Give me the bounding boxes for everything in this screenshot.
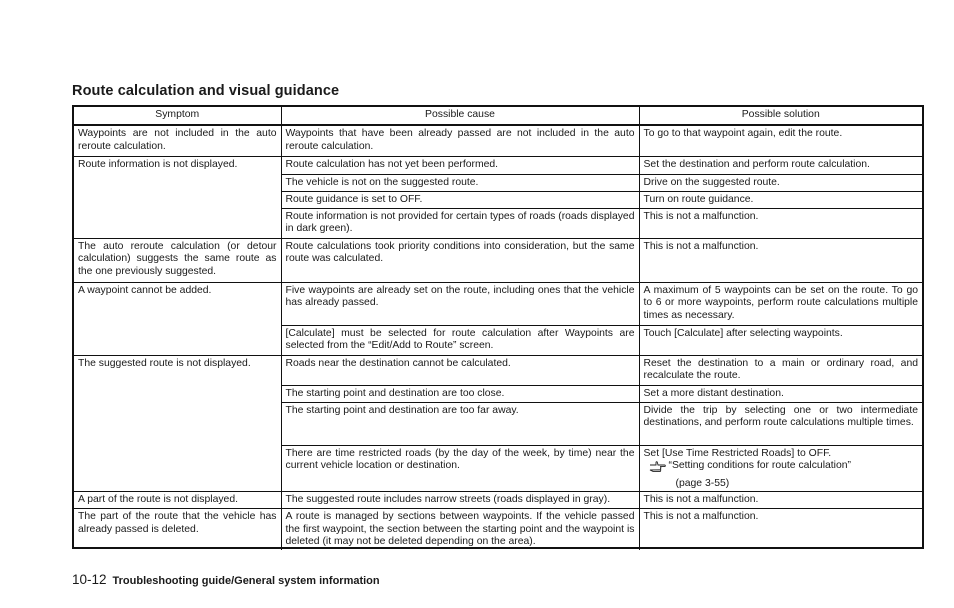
symptom-cell: The suggested route is not displayed. <box>74 355 281 492</box>
solution-cell: Divide the trip by selecting one or two intermediate destinations, and perform route calculations multiple times. <box>639 402 922 445</box>
cause-cell: The vehicle is not on the suggested route. <box>281 174 639 191</box>
reference-page: (page 3-55) <box>675 477 730 489</box>
cause-cell: Roads near the destination cannot be calculated. <box>281 355 639 385</box>
solution-cell: Turn on route guidance. <box>639 191 922 208</box>
symptom-cell: A part of the route is not displayed. <box>74 492 281 509</box>
table-header-row <box>74 107 922 125</box>
solution-cell: Touch [Calculate] after selecting waypoints. <box>639 325 922 355</box>
footer-chapter-title: Troubleshooting guide/General system information <box>112 575 380 587</box>
symptom-cell: The auto reroute calculation (or detour calculation) suggests the same route as the one previously suggested. <box>74 238 281 282</box>
route-guidance-table <box>74 107 922 550</box>
page-reference <box>644 460 919 490</box>
symptom-cell: Route information is not displayed. <box>74 156 281 238</box>
cause-cell: The starting point and destination are too far away. <box>281 402 639 445</box>
solution-cell: This is not a malfunction. <box>639 208 922 238</box>
table-row <box>74 282 922 325</box>
cause-cell: There are time restricted roads (by the day of the week, by time) near the current vehicle location or destination. <box>281 445 639 492</box>
solution-cell: This is not a malfunction. <box>639 492 922 509</box>
cause-cell: Five waypoints are already set on the route, including ones that the vehicle has already passed. <box>281 282 639 325</box>
symptom-cell: A waypoint cannot be added. <box>74 282 281 355</box>
page-footer <box>72 571 380 589</box>
pointing-hand-icon <box>649 460 669 478</box>
solution-cell: Drive on the suggested route. <box>639 174 922 191</box>
page-number: 10-12 <box>72 572 107 587</box>
solution-cell: This is not a malfunction. <box>639 238 922 282</box>
header-symptom: Symptom <box>74 107 281 125</box>
solution-cell: Set the destination and perform route calculation. <box>639 156 922 174</box>
cause-cell: Route guidance is set to OFF. <box>281 191 639 208</box>
table-row <box>74 355 922 385</box>
cause-cell: Route calculation has not yet been performed. <box>281 156 639 174</box>
table-row <box>74 156 922 174</box>
solution-cell: Set a more distant destination. <box>639 385 922 402</box>
header-possible-solution: Possible solution <box>639 107 922 125</box>
cause-cell: [Calculate] must be selected for route calculation after Waypoints are selected from the “Edit/Add to Route” screen. <box>281 325 639 355</box>
troubleshooting-table <box>72 105 924 549</box>
solution-cell: This is not a malfunction. <box>639 509 922 550</box>
solution-cell: A maximum of 5 waypoints can be set on the route. To go to 6 or more waypoints, perform route calculations multiple times as necessary. <box>639 282 922 325</box>
section-title: Route calculation and visual guidance <box>72 83 340 99</box>
table-row <box>74 509 922 550</box>
cause-cell: Route information is not provided for certain types of roads (roads displayed in dark green). <box>281 208 639 238</box>
table-row <box>74 238 922 282</box>
cause-cell: The starting point and destination are too close. <box>281 385 639 402</box>
solution-cell: Reset the destination to a main or ordinary road, and recalculate the route. <box>639 355 922 385</box>
solution-cell: To go to that waypoint again, edit the route. <box>639 125 922 156</box>
cause-cell: Waypoints that have been already passed are not included in the auto reroute calculation. <box>281 125 639 156</box>
symptom-cell: The part of the route that the vehicle has already passed is deleted. <box>74 509 281 550</box>
table-row <box>74 492 922 509</box>
table-row <box>74 125 922 156</box>
header-possible-cause: Possible cause <box>281 107 639 125</box>
cause-cell: The suggested route includes narrow streets (roads displayed in gray). <box>281 492 639 509</box>
solution-cell <box>639 445 922 492</box>
reference-title: “Setting conditions for route calculation” <box>668 460 852 472</box>
cause-cell: A route is managed by sections between waypoints. If the vehicle passed the first waypoint, the section between the starting point and the waypoint is deleted (it may not be deleted depending on the area). <box>281 509 639 550</box>
symptom-cell: Waypoints are not included in the auto reroute calculation. <box>74 125 281 156</box>
solution-text: Set [Use Time Restricted Roads] to OFF. <box>643 447 832 459</box>
cause-cell: Route calculations took priority conditions into consideration, but the same route was calculated. <box>281 238 639 282</box>
